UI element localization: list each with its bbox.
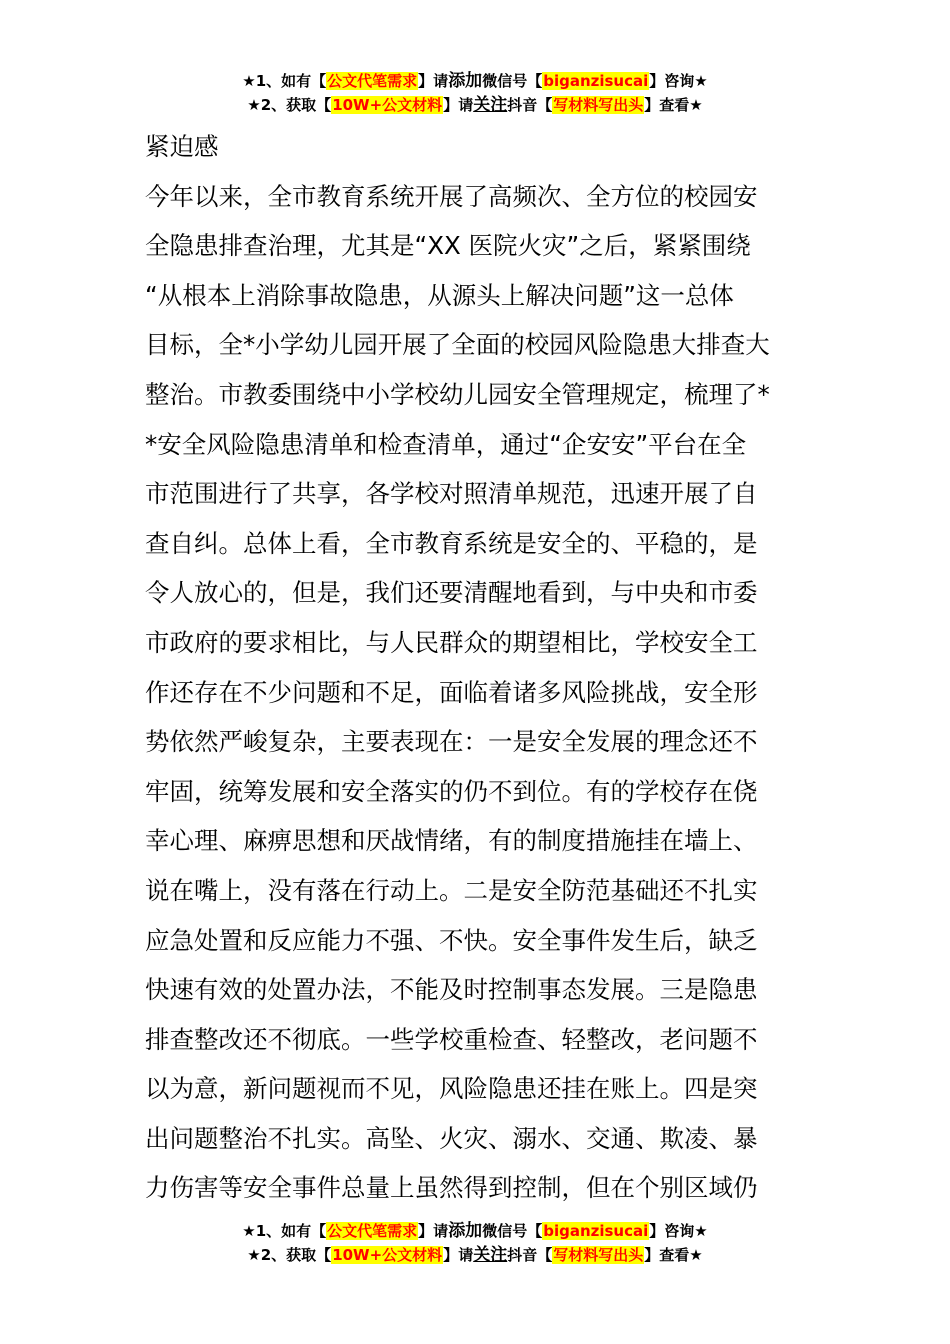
- highlight-wechat-id: biganzisucai: [543, 72, 649, 90]
- highlight-service: 公文代笔需求: [327, 1222, 418, 1240]
- text-line: 快速有效的处置办法，不能及时控制事态发展。三是隐患: [145, 975, 758, 1005]
- text-line: 作还存在不少问题和不足，面临着诸多风险挑战，安全形: [145, 677, 758, 707]
- text-line: 令人放心的，但是，我们还要清醒地看到，与中央和市委: [145, 578, 758, 608]
- text-line: 势依然严峻复杂，主要表现在：一是安全发展的理念还不: [145, 727, 758, 757]
- highlight-douyin-account: 写材料写出头: [553, 96, 644, 114]
- highlight-materials: 10W+公文材料: [332, 96, 443, 114]
- text-line: 幸心理、麻痹思想和厌战情绪，有的制度措施挂在墙上、: [145, 826, 758, 856]
- text-line: 应急处置和反应能力不强、不快。安全事件发生后，缺乏: [145, 925, 758, 955]
- highlight-douyin-account: 写材料写出头: [553, 1246, 644, 1264]
- text-line: 出问题整治不扎实。高坠、火灾、溺水、交通、欺凌、暴: [145, 1123, 758, 1153]
- text-line: 紧迫感: [145, 132, 219, 161]
- banner-line-1: ★1、如有【公文代笔需求】请添加微信号【biganzisucai】咨询★: [242, 71, 708, 91]
- text-line: 目标，全*小学幼儿园开展了全面的校园风险隐患大排查大: [145, 330, 770, 360]
- highlight-wechat-id: biganzisucai: [543, 1222, 649, 1240]
- text-line: 查自纠。总体上看，全市教育系统是安全的、平稳的，是: [145, 528, 758, 558]
- document-body: [145, 122, 810, 1213]
- banner-line-2: ★2、获取【10W+公文材料】请关注抖音【写材料写出头】查看★: [247, 1245, 703, 1265]
- text-line: 市政府的要求相比，与人民群众的期望相比，学校安全工: [145, 627, 758, 657]
- text-line: 以为意，新问题视而不见，风险隐患还挂在账上。四是突: [145, 1074, 758, 1104]
- banner-line-1: ★1、如有【公文代笔需求】请添加微信号【biganzisucai】咨询★: [242, 1221, 708, 1241]
- footer-banner: [0, 1219, 950, 1267]
- highlight-materials: 10W+公文材料: [332, 1246, 443, 1264]
- header-banner: [0, 69, 950, 117]
- text-line: 全隐患排查治理，尤其是“XX 医院火灾”之后，紧紧围绕: [145, 231, 751, 261]
- highlight-service: 公文代笔需求: [327, 72, 418, 90]
- text-line: 市范围进行了共享，各学校对照清单规范，迅速开展了自: [145, 479, 758, 509]
- text-line: 力伤害等安全事件总量上虽然得到控制，但在个别区域仍: [145, 1173, 758, 1203]
- text-line: 牢固，统筹发展和安全落实的仍不到位。有的学校存在侥: [145, 776, 758, 806]
- text-line: 今年以来，全市教育系统开展了高频次、全方位的校园安: [145, 181, 758, 211]
- banner-line-2: ★2、获取【10W+公文材料】请关注抖音【写材料写出头】查看★: [247, 95, 703, 115]
- text-line: “从根本上消除事故隐患，从源头上解决问题”这一总体: [145, 280, 734, 310]
- text-line: 排查整改还不彻底。一些学校重检查、轻整改，老问题不: [145, 1024, 758, 1054]
- text-line: 整治。市教委围绕中小学校幼儿园安全管理规定，梳理了*: [145, 379, 770, 409]
- text-line: *安全风险隐患清单和检查清单，通过“企安安”平台在全: [145, 429, 747, 459]
- text-line: 说在嘴上，没有落在行动上。二是安全防范基础还不扎实: [145, 875, 758, 905]
